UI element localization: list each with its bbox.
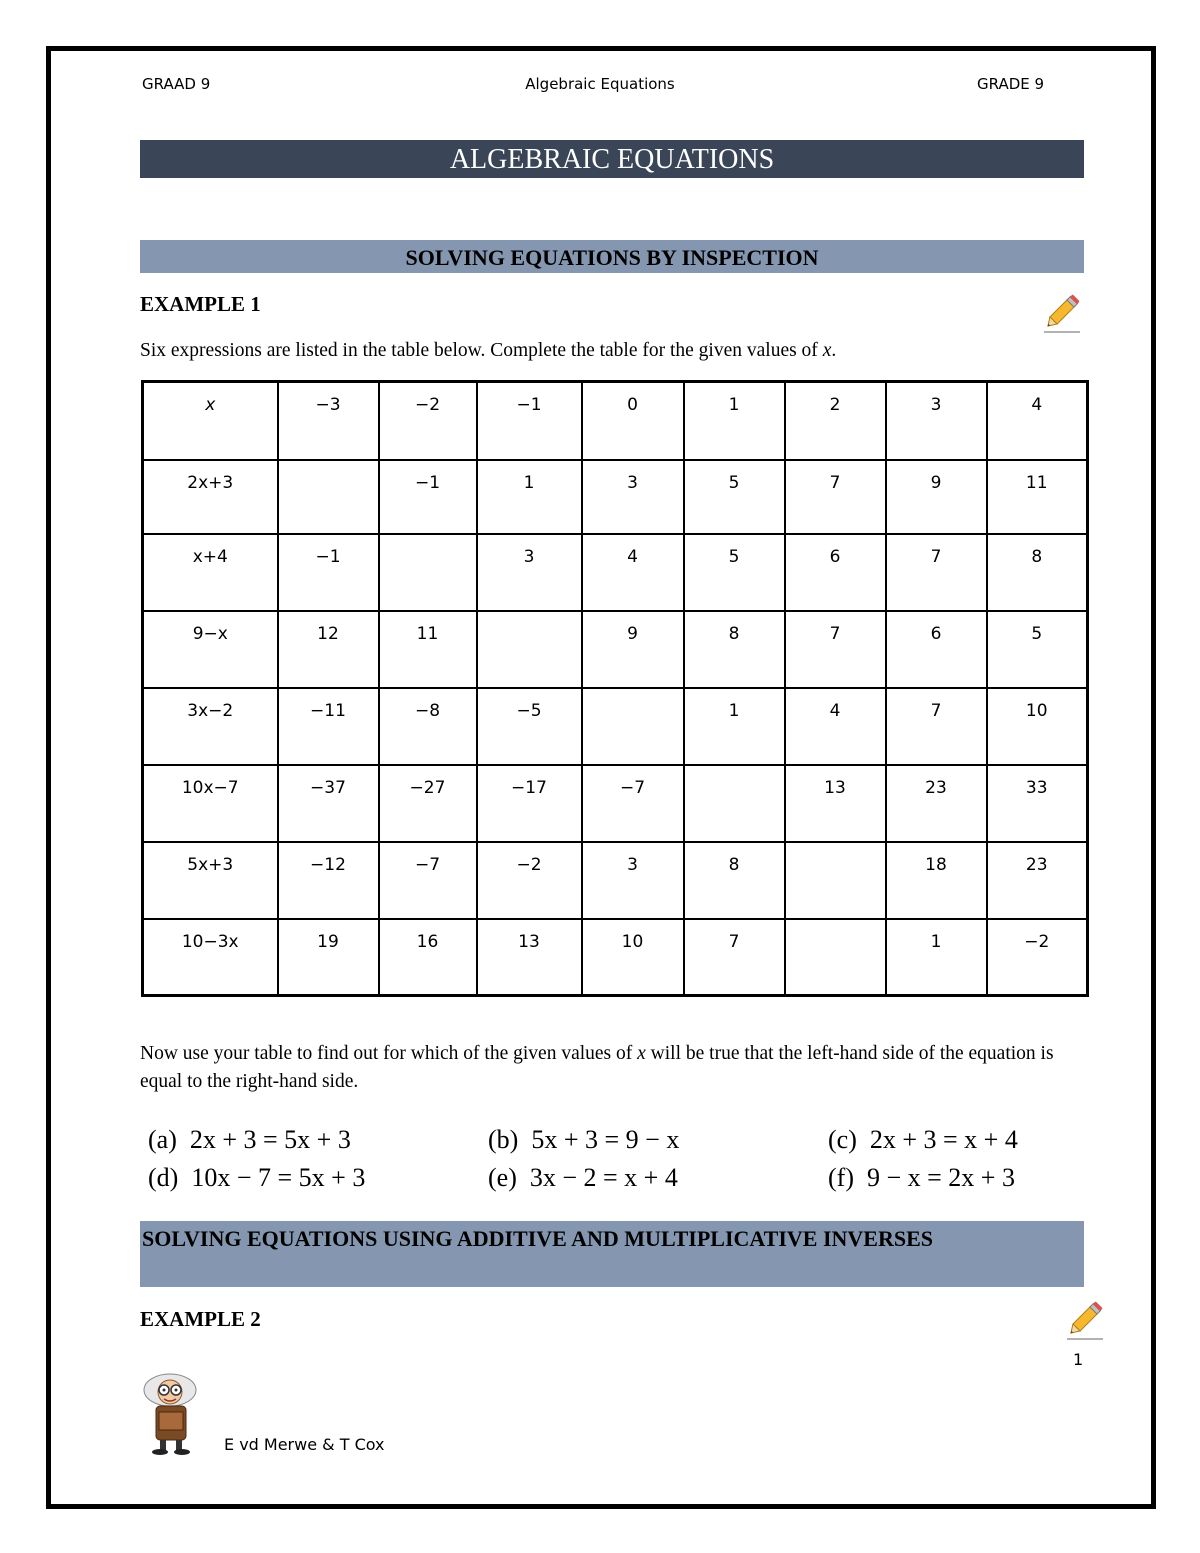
pencil-icon [1063, 1297, 1107, 1341]
intro-text-end: . [831, 340, 837, 361]
table-cell[interactable]: 5 [684, 460, 785, 534]
header-right: GRADE 9 [977, 75, 1045, 93]
table-cell[interactable]: 10 [987, 688, 1088, 765]
table-header-cell: 2 [785, 382, 886, 460]
intro-text-main: Six expressions are listed in the table below. Complete the table for the given values of [140, 340, 823, 361]
table-cell[interactable]: 4 [582, 534, 684, 611]
table-cell[interactable]: 7 [785, 460, 886, 534]
equation-label: (f) [828, 1163, 854, 1192]
table-row [143, 919, 1088, 996]
table-cell-expression: 9−x [143, 611, 278, 688]
table-cell[interactable] [684, 765, 785, 842]
table-row [143, 765, 1088, 842]
equation-label: (c) [828, 1125, 857, 1154]
equation-text: 2x + 3 = 5x + 3 [189, 1125, 351, 1154]
table-row [143, 611, 1088, 688]
table-header-cell: −2 [379, 382, 477, 460]
table-cell[interactable]: 7 [886, 688, 987, 765]
table-cell[interactable]: 4 [785, 688, 886, 765]
table-header-cell: −1 [477, 382, 582, 460]
table-cell[interactable]: 13 [477, 919, 582, 996]
equation-label: (e) [488, 1163, 517, 1192]
equation-text: 10x − 7 = 5x + 3 [191, 1163, 366, 1192]
table-cell[interactable] [278, 460, 379, 534]
table-header-cell: 3 [886, 382, 987, 460]
table-cell[interactable]: −2 [477, 842, 582, 919]
table-cell[interactable]: 1 [477, 460, 582, 534]
table-cell[interactable]: 7 [684, 919, 785, 996]
table-cell[interactable]: 3 [477, 534, 582, 611]
table-cell[interactable]: −8 [379, 688, 477, 765]
table-cell-expression: 5x+3 [143, 842, 278, 919]
table-cell[interactable]: 19 [278, 919, 379, 996]
table-cell[interactable]: 8 [987, 534, 1088, 611]
table-cell[interactable]: −1 [278, 534, 379, 611]
values-table [141, 380, 1089, 997]
table-cell[interactable]: 7 [785, 611, 886, 688]
example-1-label: EXAMPLE 1 [140, 292, 261, 316]
table-cell[interactable]: 5 [987, 611, 1088, 688]
table-cell[interactable] [379, 534, 477, 611]
table-cell-expression: 3x−2 [143, 688, 278, 765]
table-cell[interactable]: −12 [278, 842, 379, 919]
page-number: 1 [1073, 1350, 1084, 1369]
table-cell[interactable]: 23 [987, 842, 1088, 919]
equation-e [488, 1163, 678, 1193]
table-cell[interactable] [477, 611, 582, 688]
table-cell[interactable]: 13 [785, 765, 886, 842]
table-cell[interactable]: 8 [684, 611, 785, 688]
equation-f [828, 1163, 1015, 1193]
equation-label: (d) [148, 1163, 179, 1192]
table-cell[interactable]: 11 [379, 611, 477, 688]
table-header-cell: 0 [582, 382, 684, 460]
table-cell[interactable] [785, 919, 886, 996]
question-text [140, 1040, 1090, 1096]
table-cell-expression: x+4 [143, 534, 278, 611]
table-cell[interactable]: 8 [684, 842, 785, 919]
table-header-cell: 4 [987, 382, 1088, 460]
section-heading-inverses: SOLVING EQUATIONS USING ADDITIVE AND MULTIPLICATIVE INVERSES [140, 1221, 1084, 1287]
professor-mascot-icon [140, 1368, 224, 1458]
table-cell[interactable]: −27 [379, 765, 477, 842]
equation-label: (b) [488, 1125, 519, 1154]
table-cell-expression: 10−3x [143, 919, 278, 996]
table-cell-expression: 10x−7 [143, 765, 278, 842]
equation-c [828, 1125, 1018, 1155]
table-cell[interactable]: 11 [987, 460, 1088, 534]
table-cell[interactable]: 6 [886, 611, 987, 688]
table-cell[interactable] [785, 842, 886, 919]
table-cell[interactable]: 12 [278, 611, 379, 688]
table-cell[interactable]: 7 [886, 534, 987, 611]
table-cell[interactable]: 23 [886, 765, 987, 842]
table-cell[interactable]: 18 [886, 842, 987, 919]
question-text-part-b: will be true that the left-hand side of the equation is equal to the right-hand side. [140, 1043, 1054, 1092]
equation-label: (a) [148, 1125, 177, 1154]
table-row [143, 460, 1088, 534]
intro-text [140, 337, 1090, 365]
table-cell[interactable]: −7 [582, 765, 684, 842]
table-cell[interactable]: −7 [379, 842, 477, 919]
table-row [143, 842, 1088, 919]
table-cell[interactable]: 9 [886, 460, 987, 534]
table-cell[interactable]: −11 [278, 688, 379, 765]
question-variable: x [637, 1043, 646, 1064]
equation-text: 3x − 2 = x + 4 [529, 1163, 678, 1192]
equation-text: 9 − x = 2x + 3 [866, 1163, 1015, 1192]
table-cell[interactable]: 9 [582, 611, 684, 688]
page-title: ALGEBRAIC EQUATIONS [140, 140, 1084, 178]
table-cell[interactable]: 33 [987, 765, 1088, 842]
table-cell[interactable]: −1 [379, 460, 477, 534]
table-row [143, 534, 1088, 611]
table-row [143, 688, 1088, 765]
intro-variable: x [822, 340, 832, 361]
table-cell-expression: 2x+3 [143, 460, 278, 534]
table-cell[interactable]: 6 [785, 534, 886, 611]
equation-d [148, 1163, 365, 1193]
question-text-part-a: Now use your table to find out for which of the given values of [140, 1043, 638, 1064]
header-left: GRAAD 9 [142, 75, 211, 93]
table-header-cell: x [143, 382, 278, 460]
equation-a [148, 1125, 351, 1155]
table-cell[interactable]: 3 [582, 460, 684, 534]
pencil-icon [1040, 290, 1084, 334]
table-cell[interactable] [582, 688, 684, 765]
example-2-label: EXAMPLE 2 [140, 1307, 261, 1331]
equation-b [488, 1125, 679, 1155]
equation-text: 2x + 3 = x + 4 [869, 1125, 1018, 1154]
author-credit: E vd Merwe & T Cox [224, 1435, 385, 1454]
table-cell[interactable]: −2 [987, 919, 1088, 996]
table-header-row [143, 382, 1088, 460]
equation-text: 5x + 3 = 9 − x [531, 1125, 680, 1154]
header-center: Algebraic Equations [525, 75, 675, 93]
table-header-cell: −3 [278, 382, 379, 460]
table-cell[interactable]: −37 [278, 765, 379, 842]
table-cell[interactable]: −17 [477, 765, 582, 842]
table-cell[interactable]: −5 [477, 688, 582, 765]
table-cell[interactable]: 16 [379, 919, 477, 996]
table-cell[interactable]: 5 [684, 534, 785, 611]
table-cell[interactable]: 10 [582, 919, 684, 996]
table-cell[interactable]: 1 [886, 919, 987, 996]
table-header-cell: 1 [684, 382, 785, 460]
table-cell[interactable]: 1 [684, 688, 785, 765]
section-heading-inspection: SOLVING EQUATIONS BY INSPECTION [140, 240, 1084, 273]
table-cell[interactable]: 3 [582, 842, 684, 919]
